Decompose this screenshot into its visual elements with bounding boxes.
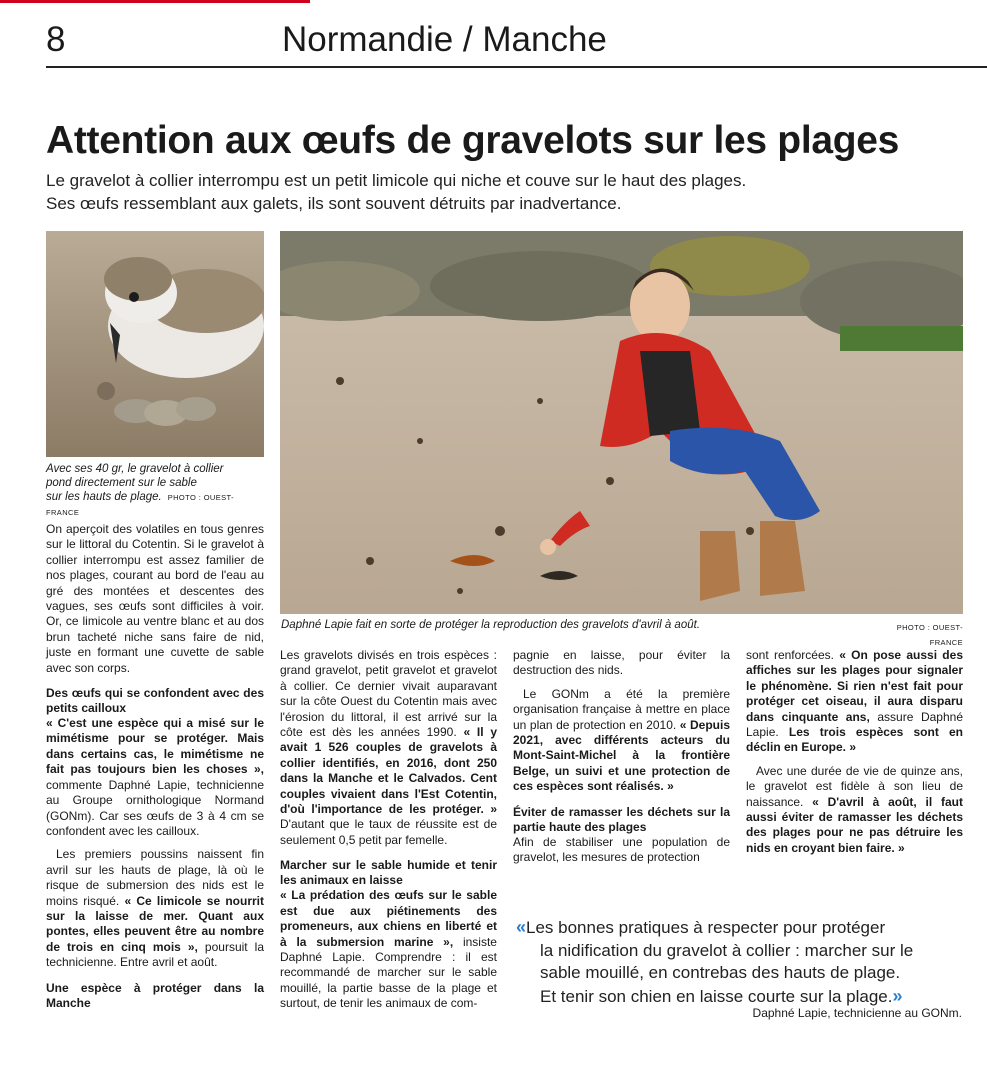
main-photo-credit: PHOTO : OUEST-FRANCE (896, 623, 963, 647)
photo-credit: PHOTO : OUEST-FRANCE (46, 493, 235, 517)
plover-photo-caption: Avec ses 40 gr, le gravelot à collier pond directement sur le sable sur les hauts de plage. PHOTO : OUEST-FRANCE (46, 463, 235, 517)
page-number: 8 (46, 20, 66, 59)
beach-scene-illustration (280, 231, 963, 614)
col3-paragraph-2: Le GONm a été la première organisation française à mettre en place un plan de protection en 2010. « Depuis 2021, avec différents acteurs du Mont-Saint-Michel à la frontière Belge, un suivi et une protection de ces espèces sont réalisés. » (513, 686, 730, 794)
pull-quote: «Les bonnes pratiques à respecter pour protéger la nidification du gravelot à collier : marcher sur le sable mouillé, en contrebas des hauts de plage. Et tenir son chien en laisse courte sur la plage.» (516, 917, 914, 1006)
col3-paragraph-3: Afin de stabiliser une population de gravelot, les mesures de protection (513, 834, 730, 865)
adjacent-column-edge (979, 150, 987, 1070)
header-rule (46, 66, 987, 68)
article-column-3 (513, 648, 730, 873)
col1-paragraph-2: « C'est une espèce qui a misé sur le mimétisme pour se protéger. Mais dans certains cas, le mimétisme ne fait pas toujours bien les choses », commente Daphné Lapie, technicienne au Groupe ornithologique Normand (GONm). Car ses œufs de 3 à 4 cm se confondent avec les cailloux. (46, 716, 264, 838)
col3-subheading-1: Éviter de ramasser les déchets sur la partie haute des plages (513, 804, 730, 834)
section-title: Normandie / Manche (282, 20, 607, 59)
plover-illustration (46, 231, 264, 457)
col2-paragraph-1: Les gravelots divisés en trois espèces : grand gravelot, petit gravelot et gravelot à collier. Ce dernier vivait auparavant sur la côte Ouest du Cotentin mais avec l'érosion du littoral, il est arrivé sur la côte est dès les années 1990. « Il y avait 1 526 couples de gravelots à collier identifiés, en 2016, dont 250 dans la Manche et le Calvados. Cent couples vivaient dans l'Est Cotentin, d'où l'importance de les protéger. » D'autant que le taux de réussite est de seulement 0,5 petit par femelle. (280, 648, 498, 847)
col3-paragraph-1: pagnie en laisse, pour éviter la destruction des nids. (513, 648, 730, 678)
col1-subheading-1: Des œufs qui se confondent avec des petits cailloux (46, 686, 264, 716)
col2-subheading-1: Marcher sur le sable humide et tenir les animaux en laisse (280, 858, 497, 888)
plover-photo (46, 231, 264, 457)
col4-paragraph-2: Avec une durée de vie de quinze ans, le gravelot est fidèle à son lieu de naissance. « D'avril à août, il faut aussi éviter de ramasser les déchets des plages pour ne pas détruire les nids en croyant bien faire. » (746, 763, 964, 855)
col1-paragraph-3: Les premiers poussins naissent fin avril sur les hauts de plage, là où le risque de submersion des nids est le moins risqué. « Ce limicole se nourrit sur la laisse de mer. Quant aux pontes, elles peuvent être au nombre de trois en cinq mois », poursuit la technicienne. Entre avril et août. (46, 847, 264, 970)
col1-paragraph-1: On aperçoit des volatiles en tous genres sur le littoral du Cotentin. Si le gravelot à collier interrompu est assez familier de nos plages, courant au bord de l'eau au gré des montées et descentes des vagues, ses œufs sont difficiles à voir. Or, ce limicole au ventre blanc et au dos brun tacheté niche sans faire de nid, juste en formant une cuvette de sable avec son corps. (46, 522, 264, 675)
main-photo-caption: Daphné Lapie fait en sorte de protéger la reproduction des gravelots d'avril à août. (281, 619, 701, 631)
col4-paragraph-1: sont renforcées. « On pose aussi des affiches sur les plages pour signaler le phénomène. Si rien n'est fait pour protéger cet oiseau, il aura disparu dans cinquante ans, assure Daphné Lapie. Les trois espèces sont en déclin en Europe. » (746, 648, 964, 755)
article-standfirst (46, 169, 846, 215)
col2-paragraph-2: « La prédation des œufs sur le sable est due aux piétinements des promeneurs, aux chiens en liberté et à la submersion marine », insiste Daphné Lapie. Comprendre : il est recommandé de marcher sur le sable mouillé, la partie basse de la plage et surtout, de tenir les animaux de com- (280, 888, 497, 1011)
quote-close-icon: » (892, 985, 903, 1006)
standfirst-line-1: Le gravelot à collier interrompu est un petit limicole qui niche et couve sur le haut des plages. (46, 171, 747, 190)
article-column-4 (746, 648, 963, 864)
col1-subheading-2: Une espèce à protéger dans la Manche (46, 980, 264, 1010)
article-column-1 (46, 522, 264, 1011)
article-column-2 (280, 648, 497, 1020)
main-photo (280, 231, 963, 614)
pull-quote-author: Daphné Lapie, technicienne au GONm. (752, 1006, 962, 1020)
article-title: Attention aux œufs de gravelots sur les plages (46, 119, 900, 162)
quote-open-icon: « (516, 917, 527, 937)
top-accent-bar (0, 0, 310, 3)
standfirst-line-2: Ses œufs ressemblant aux galets, ils sont souvent détruits par inadvertance. (46, 194, 622, 213)
